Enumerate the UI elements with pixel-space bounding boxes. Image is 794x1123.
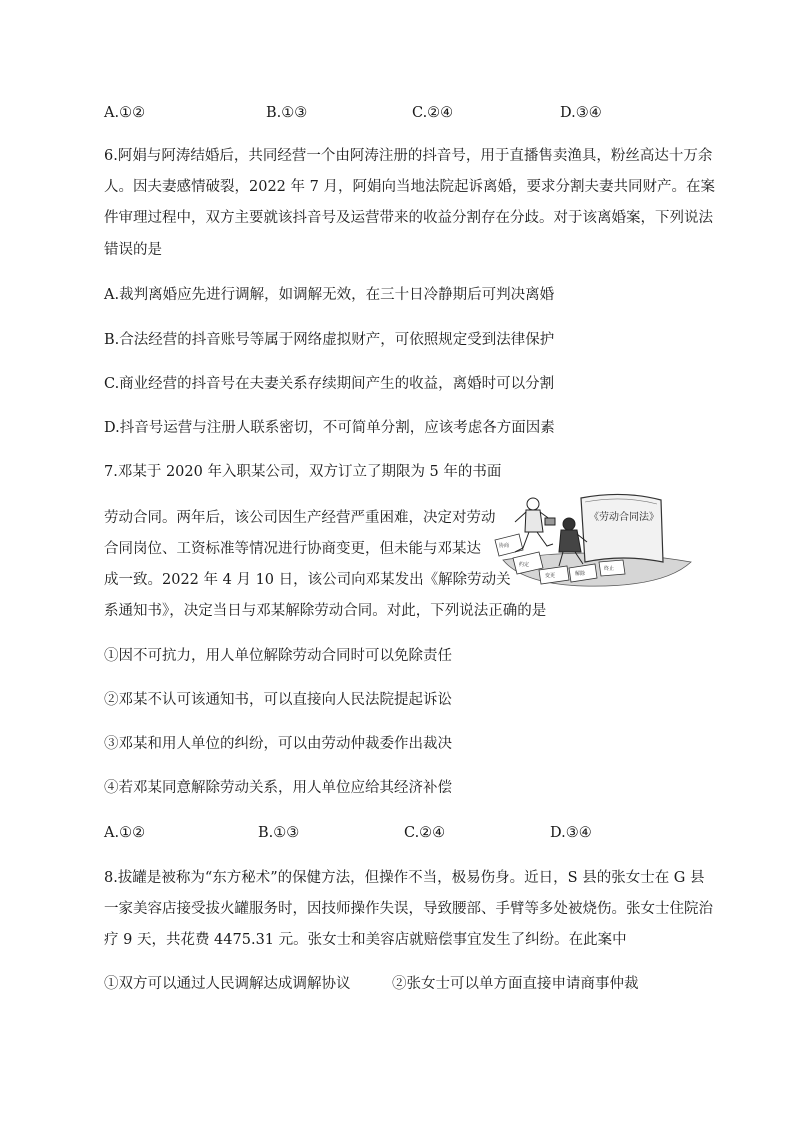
q7-statement-2: ②邓某不认可该通知书，可以直接向人民法院提起诉讼 — [104, 692, 452, 708]
q7-statement-3: ③邓某和用人单位的纠纷，可以由劳动仲裁委作出裁决 — [104, 736, 452, 752]
q7-option-a: A.①② — [104, 825, 146, 841]
q8-statement-2: ②张女士可以单方面直接申请商事仲裁 — [392, 976, 639, 992]
q5-option-b: B.①③ — [266, 105, 308, 121]
q6-stem-line-1: 6.阿娟与阿涛结婚后，共同经营一个由阿涛注册的抖音号，用于直播售卖渔具，粉丝高达十万余 — [104, 148, 713, 164]
q5-option-a: A.①② — [104, 105, 146, 121]
q6-stem-line-4: 错误的是 — [104, 242, 162, 258]
paper-label-3: 变更 — [545, 573, 556, 579]
q8-statement-1: ①双方可以通过人民调解达成调解协议 — [104, 976, 351, 992]
q5-option-c: C.②④ — [412, 105, 454, 121]
paper-label-5: 终止 — [604, 566, 615, 572]
labor-contract-illustration — [493, 490, 693, 590]
q7-statement-1: ①因不可抗力，用人单位解除劳动合同时可以免除责任 — [104, 648, 452, 664]
q7-option-c: C.②④ — [404, 825, 446, 841]
q5-options — [104, 103, 664, 123]
q8-statements — [104, 974, 664, 994]
q7-option-b: B.①③ — [258, 825, 300, 841]
q7-option-d: D.③④ — [550, 825, 592, 841]
q7-statement-4: ④若邓某同意解除劳动关系，用人单位应给其经济补偿 — [104, 780, 452, 796]
paper-label-4: 解除 — [575, 571, 586, 577]
q7-stem-line-5: 系通知书》，决定当日与邓某解除劳动合同。对此，下列说法正确的是 — [104, 603, 547, 619]
q7-stem-line-3: 合同岗位、工资标准等情况进行协商变更，但未能与邓某达 — [104, 541, 481, 557]
book-title: 《劳动合同法》 — [589, 512, 659, 523]
q6-option-a: A.裁判离婚应先进行调解，如调解无效，在三十日冷静期后可判决离婚 — [104, 287, 555, 303]
paper-label-1: 协商 — [499, 543, 510, 549]
q6-option-b: B.合法经营的抖音账号等属于网络虚拟财产，可依照规定受到法律保护 — [104, 332, 555, 348]
q7-stem-line-2: 劳动合同。两年后，该公司因生产经营严重困难，决定对劳动 — [104, 510, 496, 526]
q7-stem-line-4: 成一致。2022 年 4 月 10 日，该公司向邓某发出《解除劳动关 — [104, 572, 511, 588]
q6-stem-line-3: 件审理过程中，双方主要就该抖音号及运营带来的收益分割存在分歧。对于该离婚案，下列说法 — [104, 210, 713, 226]
paper-label-2: 约定 — [519, 562, 530, 568]
q8-stem-line-2: 一家美容店接受拔火罐服务时，因技师操作失误，导致腰部、手臂等多处被烧伤。张女士住院治 — [104, 901, 713, 917]
q8-stem-line-1: 8.拔罐是被称为“东方秘术”的保健方法，但操作不当，极易伤身。近日，S 县的张女士在 G 县 — [104, 870, 705, 886]
q7-stem-line-1: 7.邓某于 2020 年入职某公司，双方订立了期限为 5 年的书面 — [104, 464, 502, 480]
q5-option-d: D.③④ — [560, 105, 602, 121]
q6-option-d: D.抖音号运营与注册人联系密切，不可简单分割，应该考虑各方面因素 — [104, 420, 555, 436]
q8-stem-line-3: 疗 9 天，共花费 4475.31 元。张女士和美容店就赔偿事宜发生了纠纷。在此案中 — [104, 932, 627, 948]
q7-options — [104, 823, 664, 843]
q6-option-c: C.商业经营的抖音号在夫妻关系存续期间产生的收益，离婚时可以分割 — [104, 376, 555, 392]
q6-stem-line-2: 人。因夫妻感情破裂，2022 年 7 月，阿娟向当地法院起诉离婚，要求分割夫妻共同财产。在案 — [104, 179, 715, 195]
